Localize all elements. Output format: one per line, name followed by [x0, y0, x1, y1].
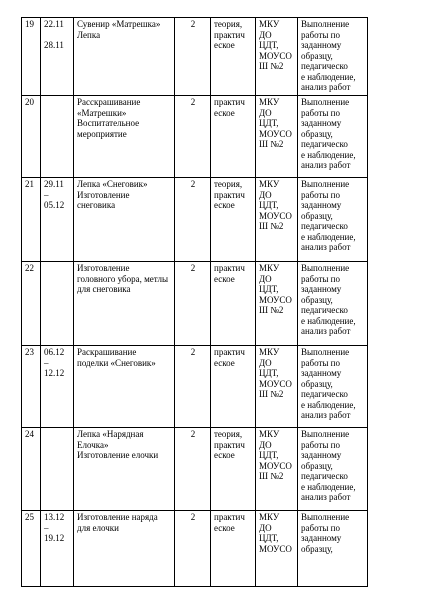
lesson-control-line: е наблюдение, — [301, 149, 356, 160]
lesson-topic-line: Раскрашивание — [77, 347, 137, 357]
lesson-control-line: Выполнение — [301, 19, 350, 29]
lesson-topic-line: Изготовление — [77, 189, 130, 200]
lesson-topic-line: Изготовление елочки — [77, 450, 159, 460]
lesson-control-line: анализ работ — [301, 410, 351, 420]
lesson-place-line: ДО — [259, 439, 272, 450]
lesson-place-line: ЦДТ, — [259, 40, 279, 50]
lesson-place-line: ЦДТ, — [259, 450, 279, 460]
lesson-place-line: МОУСО — [259, 294, 292, 305]
lesson-control-line: работы по — [301, 522, 341, 533]
lesson-control-line: педагическо — [301, 389, 348, 399]
lesson-place-cell — [256, 178, 298, 262]
lesson-control-line: работы по — [301, 29, 341, 40]
lesson-control-line: педагическо — [301, 221, 348, 231]
lesson-control-cell — [298, 18, 368, 96]
lesson-type-line: практич — [214, 512, 245, 522]
lesson-control-line: заданному — [301, 284, 342, 294]
lesson-type-cell — [211, 511, 256, 587]
lesson-topic-cell — [74, 428, 175, 511]
lesson-topic-line: Сувенир «Матрешка» — [77, 19, 161, 29]
lesson-place-line: МКУ — [259, 263, 280, 273]
lesson-type-line: еское — [214, 522, 235, 533]
lesson-place-line: Ш №2 — [259, 389, 284, 399]
lesson-type-cell — [211, 428, 256, 511]
lesson-place-line: МКУ — [259, 179, 280, 189]
lesson-date-line: 22.11 — [44, 19, 64, 29]
lesson-type-line: еское — [214, 273, 235, 284]
lesson-place-line: МКУ — [259, 429, 280, 439]
lesson-place-line: МОУСО — [259, 210, 292, 221]
lesson-place-line: МОУСО — [259, 50, 292, 61]
lesson-type-line: еское — [214, 450, 235, 460]
lesson-type-line: практич — [214, 439, 245, 450]
lesson-topic-line: Изготовление наряда — [77, 512, 158, 522]
lesson-control-line: е наблюдение, — [301, 481, 356, 492]
lesson-place-line: МОУСО — [259, 543, 292, 554]
lesson-control-line: работы по — [301, 189, 341, 200]
lesson-place-line: ДО — [259, 29, 272, 40]
lesson-place-line: ДО — [259, 357, 272, 368]
lesson-number-cell: 20 — [22, 96, 41, 178]
lesson-type-line: еское — [214, 200, 235, 210]
lesson-topic-cell — [74, 178, 175, 262]
lesson-topic-cell — [74, 18, 175, 96]
lesson-hours-cell: 2 — [175, 96, 211, 178]
lesson-place-cell — [256, 262, 298, 346]
lesson-place-line: ДО — [259, 273, 272, 284]
lesson-topic-line: головного убора, метлы — [77, 273, 169, 284]
lesson-topic-cell — [74, 511, 175, 587]
lesson-control-line: образцу, — [301, 210, 333, 221]
lesson-place-cell — [256, 346, 298, 428]
lesson-control-line: образцу, — [301, 128, 333, 139]
lesson-date-line: 12.12 — [44, 368, 65, 378]
lesson-type-cell — [211, 262, 256, 346]
lesson-type-line: еское — [214, 40, 235, 50]
lesson-control-line: образцу, — [301, 50, 333, 61]
lesson-place-line: ЦДТ, — [259, 200, 279, 210]
lesson-place-cell — [256, 511, 298, 587]
lesson-topic-line: Лепка «Нарядная — [77, 429, 144, 439]
lesson-control-line: педагическо — [301, 139, 348, 149]
lesson-date-line: 29.11 — [44, 179, 64, 189]
lesson-place-line: МКУ — [259, 19, 280, 29]
lesson-control-line: образцу, — [301, 294, 333, 305]
lesson-type-line: теория, — [214, 429, 243, 439]
lesson-place-line: ДО — [259, 522, 272, 533]
lesson-place-line: ЦДТ, — [259, 118, 279, 128]
lesson-type-cell — [211, 96, 256, 178]
lesson-place-line: Ш №2 — [259, 61, 284, 71]
lesson-control-line: анализ работ — [301, 242, 351, 252]
lesson-control-cell — [298, 262, 368, 346]
lesson-topic-line: снеговика — [77, 200, 116, 210]
lesson-topic-line: для снеговика — [77, 284, 131, 294]
lesson-date-line: – — [44, 522, 49, 533]
lesson-control-line: работы по — [301, 357, 341, 368]
lesson-place-line: ЦДТ, — [259, 533, 279, 543]
lesson-control-line: заданному — [301, 450, 342, 460]
lesson-type-cell — [211, 178, 256, 262]
lesson-topic-line: Изготовление — [77, 263, 130, 273]
lesson-hours-cell: 2 — [175, 511, 211, 587]
table-row — [22, 428, 368, 511]
lesson-control-line: Выполнение — [301, 347, 350, 357]
lesson-control-cell — [298, 346, 368, 428]
lesson-date-line: 19.12 — [44, 533, 65, 543]
lesson-place-line: ДО — [259, 107, 272, 118]
lesson-place-cell — [256, 18, 298, 96]
lesson-date-cell — [41, 511, 74, 587]
lesson-date-line: – — [44, 357, 49, 368]
lesson-type-line: теория, — [214, 179, 243, 189]
lesson-type-line: практич — [214, 347, 245, 357]
lesson-control-line: педагическо — [301, 61, 348, 71]
lesson-hours-cell: 2 — [175, 178, 211, 262]
lesson-control-line: Выполнение — [301, 97, 350, 107]
lesson-topic-cell — [74, 346, 175, 428]
lesson-place-line: МОУСО — [259, 128, 292, 139]
lesson-control-line: работы по — [301, 439, 341, 450]
lesson-topic-line: «Матрешки» — [77, 107, 127, 118]
lesson-type-cell — [211, 346, 256, 428]
lesson-control-line: педагическо — [301, 471, 348, 481]
lesson-topic-line: для елочки — [77, 522, 119, 533]
table-row — [22, 262, 368, 346]
lesson-type-line: еское — [214, 357, 235, 368]
lesson-control-line: анализ работ — [301, 492, 351, 502]
lesson-number-cell: 19 — [22, 18, 41, 96]
lesson-control-line: заданному — [301, 533, 342, 543]
lesson-date-line: 28.11 — [44, 40, 64, 50]
lesson-place-line: Ш №2 — [259, 221, 284, 231]
lesson-date-line: 06.12 — [44, 347, 65, 357]
lesson-control-cell — [298, 428, 368, 511]
lesson-date-line: 13.12 — [44, 512, 65, 522]
lesson-control-cell — [298, 511, 368, 587]
lesson-date-cell — [41, 18, 74, 96]
table-row — [22, 178, 368, 262]
lesson-topic-line: Лепка «Снеговик» — [77, 179, 148, 189]
lesson-hours-cell: 2 — [175, 18, 211, 96]
lesson-topic-cell — [74, 262, 175, 346]
lesson-control-line: заданному — [301, 200, 342, 210]
lesson-hours-cell: 2 — [175, 262, 211, 346]
lesson-number-cell: 25 — [22, 511, 41, 587]
lesson-control-line: образцу, — [301, 378, 333, 389]
lesson-date-cell — [41, 178, 74, 262]
lesson-place-cell — [256, 96, 298, 178]
lesson-place-line: ДО — [259, 189, 272, 200]
lesson-date-cell — [41, 96, 74, 178]
lesson-control-line: анализ работ — [301, 326, 351, 336]
lesson-control-line: е наблюдение, — [301, 315, 356, 326]
lesson-type-line: практич — [214, 189, 245, 200]
lesson-number-cell: 23 — [22, 346, 41, 428]
lesson-control-line: работы по — [301, 273, 341, 284]
lesson-place-line: ЦДТ, — [259, 368, 279, 378]
lesson-type-line: практич — [214, 29, 245, 40]
lesson-control-line: е наблюдение, — [301, 231, 356, 242]
lesson-type-line: практич — [214, 97, 245, 107]
lesson-control-line: Выполнение — [301, 263, 350, 273]
lesson-control-line: е наблюдение, — [301, 399, 356, 410]
lesson-number-cell: 21 — [22, 178, 41, 262]
lesson-control-line: образцу, — [301, 543, 333, 554]
lesson-control-line: образцу, — [301, 460, 333, 471]
lesson-place-line: МКУ — [259, 512, 280, 522]
lesson-date-line — [44, 30, 71, 41]
lesson-topic-line: Лепка — [77, 29, 101, 40]
lesson-topic-line: Расскрашивание — [77, 97, 141, 107]
lesson-place-line: ЦДТ, — [259, 284, 279, 294]
lesson-control-line: е наблюдение, — [301, 71, 356, 82]
lesson-date-cell — [41, 346, 74, 428]
lesson-control-line: Выполнение — [301, 179, 350, 189]
lesson-date-line: – — [44, 189, 49, 200]
lesson-hours-cell: 2 — [175, 346, 211, 428]
lesson-hours-cell: 2 — [175, 428, 211, 511]
lesson-control-cell — [298, 96, 368, 178]
lesson-topic-cell — [74, 96, 175, 178]
table-row — [22, 18, 368, 96]
lesson-place-cell — [256, 428, 298, 511]
table-row — [22, 346, 368, 428]
lesson-control-line: Выполнение — [301, 429, 350, 439]
lesson-control-line: анализ работ — [301, 160, 351, 170]
lesson-topic-line: мероприятие — [77, 128, 127, 139]
lesson-control-cell — [298, 178, 368, 262]
lesson-number-cell: 22 — [22, 262, 41, 346]
lesson-place-line: Ш №2 — [259, 471, 284, 481]
lesson-topic-line: поделки «Снеговик» — [77, 357, 156, 368]
lesson-date-line: 05.12 — [44, 200, 65, 210]
lesson-control-line: заданному — [301, 368, 342, 378]
lesson-control-line: Выполнение — [301, 512, 350, 522]
lesson-topic-line: Елочка» — [77, 439, 109, 450]
lesson-plan-body — [22, 18, 368, 587]
lesson-type-cell — [211, 18, 256, 96]
lesson-control-line: заданному — [301, 118, 342, 128]
lesson-type-line: еское — [214, 107, 235, 118]
lesson-control-line: заданному — [301, 40, 342, 50]
lesson-date-cell — [41, 262, 74, 346]
lesson-place-line: Ш №2 — [259, 305, 284, 315]
lesson-plan-table — [21, 17, 368, 587]
lesson-date-cell — [41, 428, 74, 511]
lesson-place-line: МОУСО — [259, 460, 292, 471]
lesson-place-line: МКУ — [259, 347, 280, 357]
lesson-control-line: педагическо — [301, 305, 348, 315]
lesson-control-line: работы по — [301, 107, 341, 118]
table-row — [22, 96, 368, 178]
lesson-number-cell: 24 — [22, 428, 41, 511]
lesson-place-line: МОУСО — [259, 378, 292, 389]
lesson-control-line: анализ работ — [301, 82, 351, 92]
lesson-type-line: теория, — [214, 19, 243, 29]
lesson-type-line: практич — [214, 263, 245, 273]
table-row — [22, 511, 368, 587]
lesson-place-line: Ш №2 — [259, 139, 284, 149]
lesson-place-line: МКУ — [259, 97, 280, 107]
lesson-topic-line: Воспитательное — [77, 118, 140, 128]
